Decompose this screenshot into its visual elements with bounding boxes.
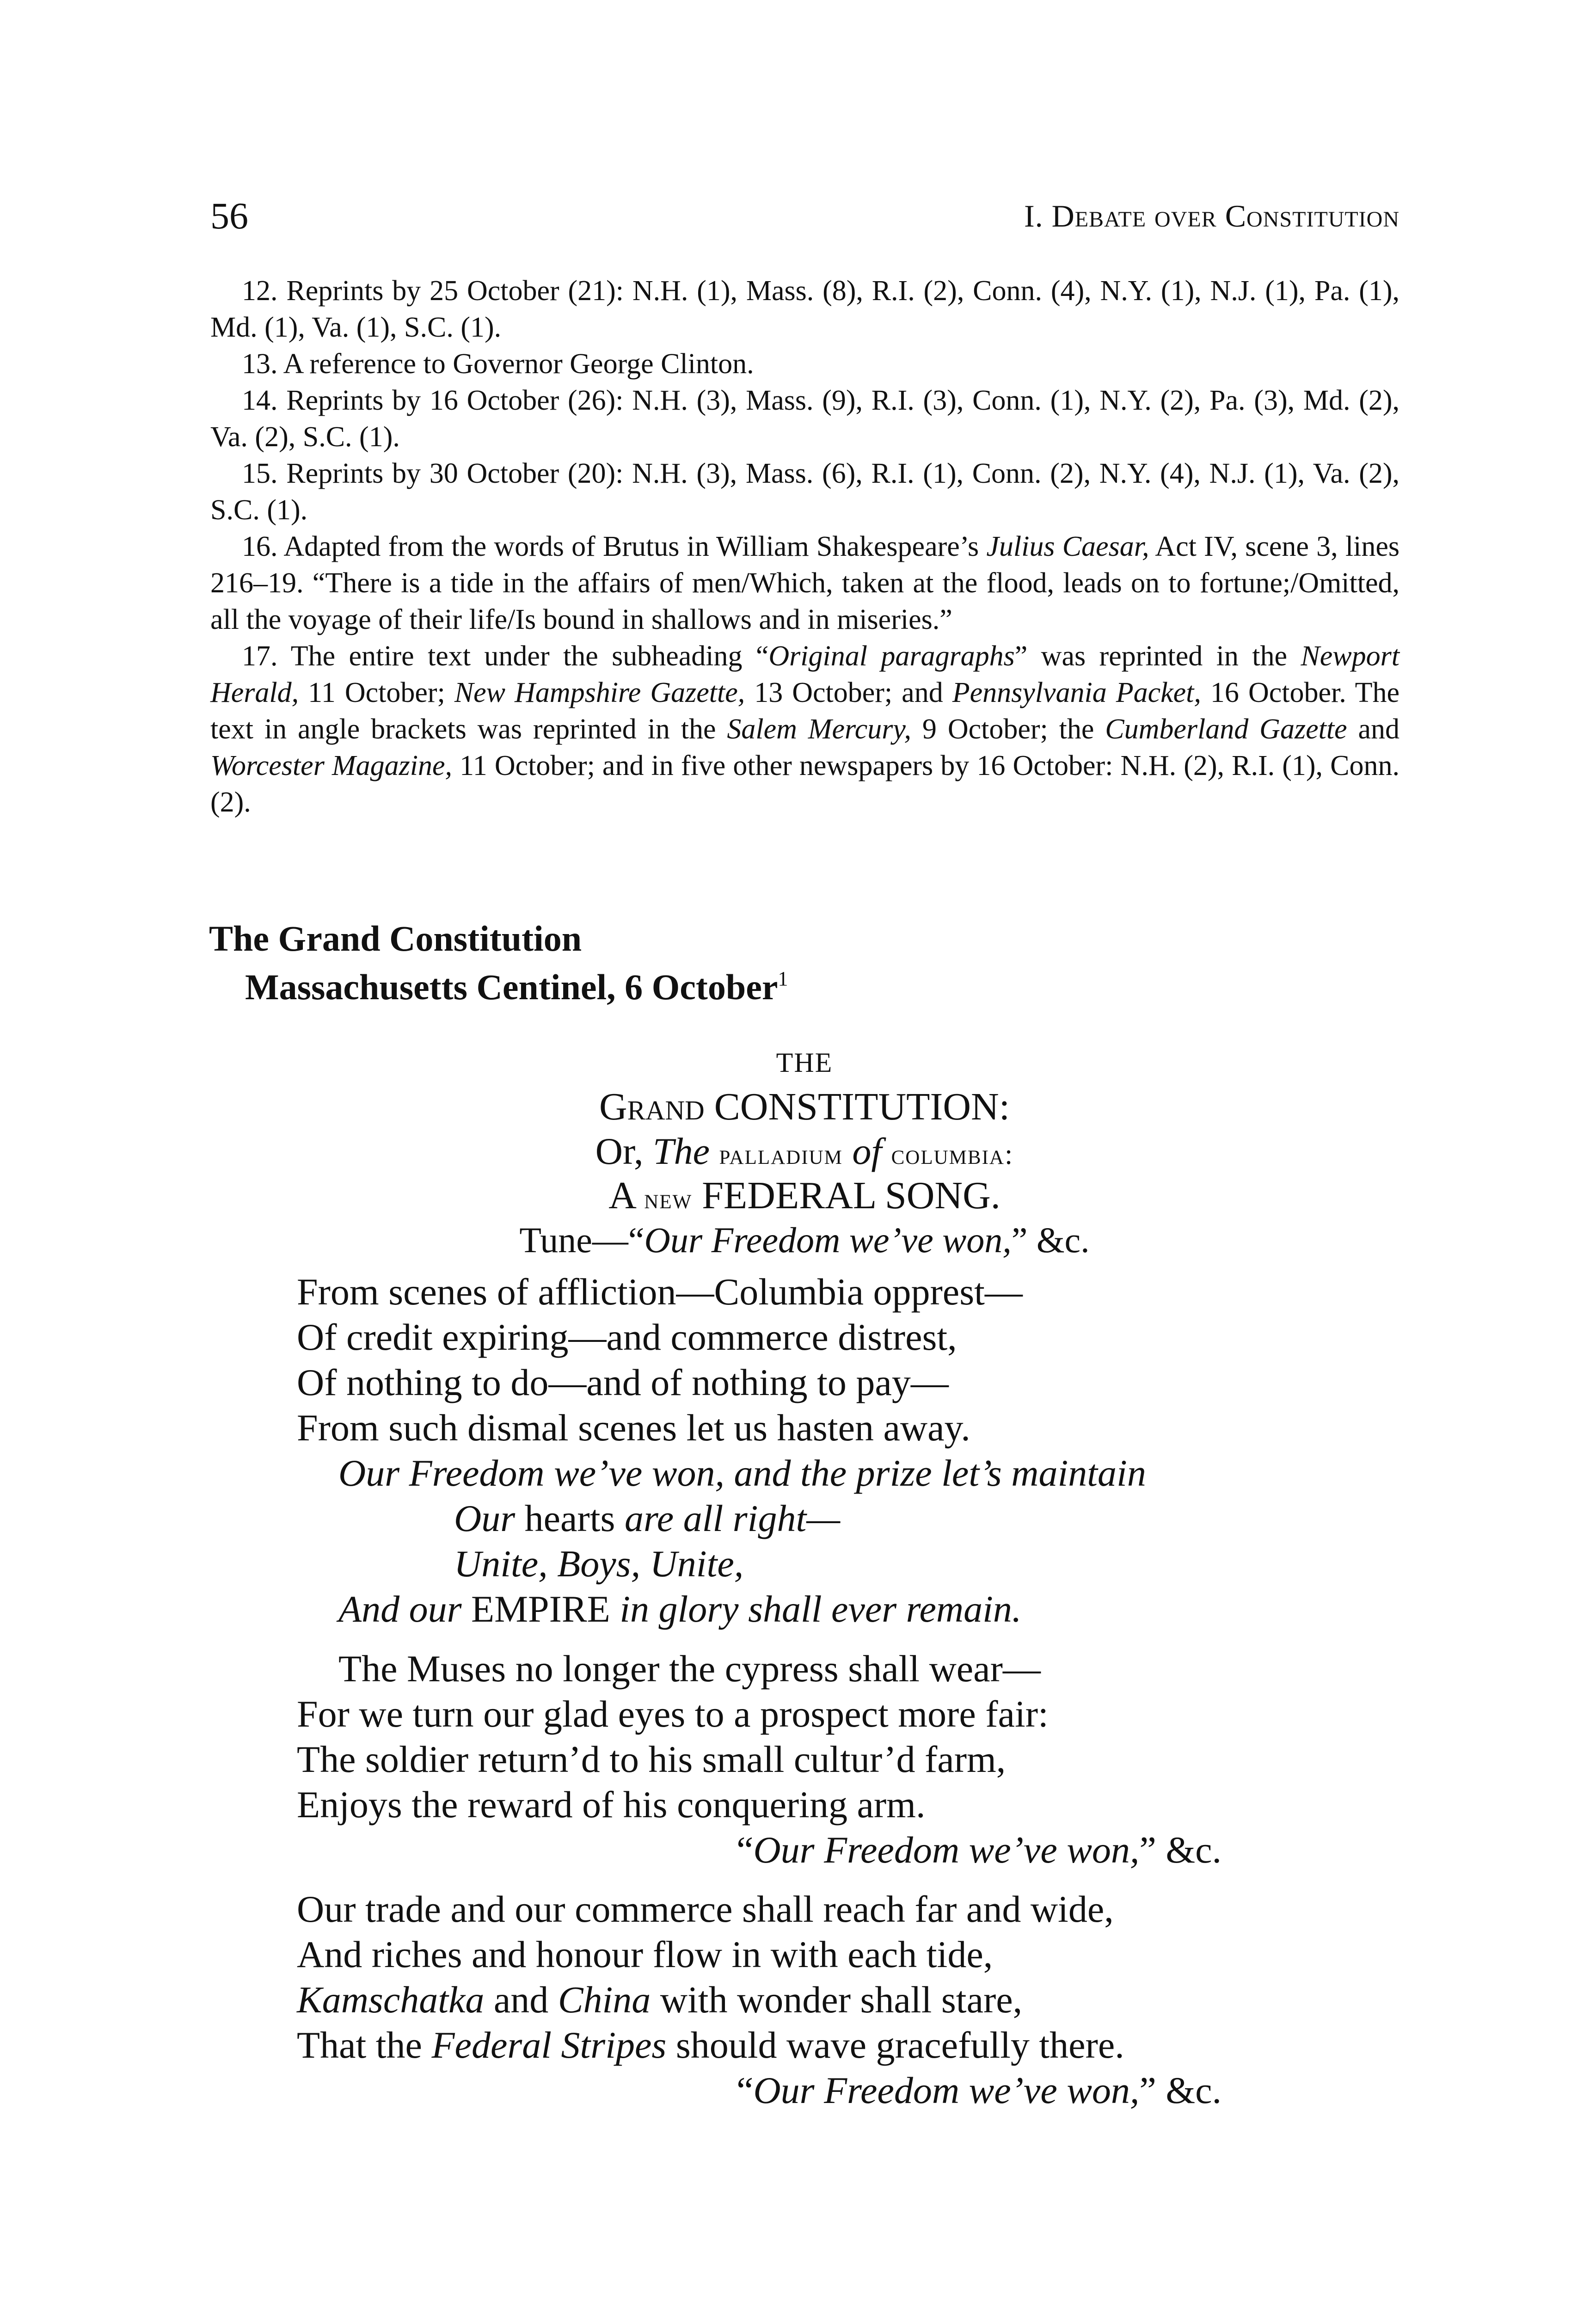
title-grand-constitution [296, 1085, 1313, 1129]
chorus-line-2-c: are all right— [624, 1497, 841, 1539]
note-17-m: and [1347, 713, 1400, 745]
chorus-line-4-b: EMPIRE [471, 1588, 610, 1630]
note-16-text: 16. Adapted from the words of Brutus in William Shakespeare’s [242, 531, 987, 562]
stanza-3-refrain [297, 2068, 1222, 2113]
stanza-3-refrain-close: ” &c. [1139, 2069, 1222, 2111]
note-17-n: Worcester Magazine, [210, 750, 452, 781]
note-16-work: Julius Caesar, [986, 531, 1149, 562]
stanza-2-line-2: For we turn our glad eyes to a prospect more fair: [297, 1693, 1049, 1735]
note-17-b: Original paragraphs [768, 640, 1015, 672]
stanza-3-line-3-b: and [484, 1979, 558, 2021]
note-17-i: 16 October. The text in angle brackets was reprinted in the [210, 677, 1400, 745]
title-new: new [644, 1183, 693, 1215]
title-or: Or, [595, 1130, 644, 1172]
chorus-line-3: Unite, Boys, Unite, [454, 1543, 744, 1585]
stanza-2-line-1: The Muses no longer the cypress shall wear— [338, 1648, 1041, 1690]
stanza-3-line-3-a: Kamschatka [297, 1979, 485, 2021]
title-palladium-word: palladium [719, 1139, 843, 1170]
note-13: 13. A reference to Governor George Clinton. [242, 348, 754, 380]
stanza-2-refrain-close: ” &c. [1139, 1829, 1222, 1871]
section-title: I. Debate over Constitution [1024, 198, 1400, 234]
note-17-j: Salem Mercury, [727, 713, 912, 745]
note-15: 15. Reprints by 30 October (20): N.H. (3), Mass. (6), R.I. (1), Conn. (2), N.Y. (4), N.J. (1), Va. (2), S.C. (1). [210, 458, 1400, 526]
note-16-rest: Act IV, scene 3, lines 216–19. “There is a tide in the affairs of men/Which, taken at the flood, leads on to fortune;/Omitted, all the voyage of their life/Is bound in shallows and in miseries.” [210, 531, 1400, 635]
stanza-2 [297, 1646, 1222, 1873]
note-12: 12. Reprints by 25 October (21): N.H. (1), Mass. (8), R.I. (2), Conn. (4), N.Y. (1), N.J. (1), Pa. (1), Md. (1), Va. (1), S.C. (1). [210, 275, 1400, 343]
tune-suffix: ” &c. [1011, 1220, 1090, 1260]
stanza-1 [297, 1269, 1146, 1632]
stanza-3-line-3-d: with wonder shall stare, [651, 1979, 1023, 2021]
stanza-1-line-2: Of credit expiring—and commerce distrest, [297, 1316, 957, 1358]
note-17-e: 11 October; [299, 677, 454, 708]
chorus-line-4 [297, 1586, 1146, 1632]
stanza-2-line-3: The soldier return’d to his small cultur’d farm, [297, 1738, 1006, 1780]
title-constitution: CONSTITUTION: [714, 1085, 1010, 1128]
title-the-ital: The [653, 1130, 710, 1172]
stanza-1-line-4: From such dismal scenes let us hasten away. [297, 1407, 970, 1449]
note-17-k: 9 October; the [911, 713, 1105, 745]
chorus-line-2 [297, 1496, 1146, 1541]
stanza-3-line-4-a: That the [297, 2024, 432, 2066]
stanza-2-refrain-ital: Our Freedom we’ve won, [753, 1829, 1140, 1871]
title-federal-song-text: FEDERAL SONG. [702, 1174, 1001, 1217]
title-columbia: columbia: [891, 1139, 1014, 1170]
stanza-1-line-3: Of nothing to do—and of nothing to pay— [297, 1361, 949, 1403]
running-head [210, 194, 1400, 245]
chorus-line-1: Our Freedom we’ve won, and the prize let’s maintain [338, 1452, 1146, 1494]
title-federal-song [296, 1174, 1313, 1218]
stanza-3-line-1: Our trade and our commerce shall reach far and wide, [297, 1888, 1114, 1930]
stanza-3 [297, 1887, 1222, 2113]
chorus-line-4-a: And our [338, 1588, 471, 1630]
note-17-d: Newport Herald, [210, 640, 1400, 708]
tune-prefix: Tune—“ [519, 1220, 645, 1260]
chorus-line-4-c: in glory shall ever remain. [610, 1588, 1022, 1630]
subheading-text: Massachusetts Centinel, 6 October [245, 967, 778, 1007]
chorus-line-2-a: Our [454, 1497, 516, 1539]
stanza-3-refrain-open: “ [737, 2069, 754, 2111]
stanza-3-refrain-ital: Our Freedom we’ve won, [753, 2069, 1140, 2111]
title-a: A [608, 1174, 635, 1217]
title-the: THE [776, 1047, 833, 1078]
note-17-a: 17. The entire text under the subheading “ [242, 640, 769, 672]
page-number: 56 [210, 195, 248, 237]
note-17-o: 11 October; and in five other newspapers by 16 October: N.H. (2), R.I. (1), Conn. (2). [210, 750, 1400, 818]
stanza-1-line-1: From scenes of affliction—Columbia opprest— [297, 1271, 1023, 1313]
note-14: 14. Reprints by 16 October (26): N.H. (3), Mass. (9), R.I. (3), Conn. (1), N.Y. (2), Pa. (3), Md. (2), Va. (2), S.C. (1). [210, 385, 1400, 453]
stanza-3-line-2: And riches and honour flow in with each tide, [297, 1933, 993, 1975]
note-17-c: ” was reprinted in the [1014, 640, 1301, 672]
title-palladium [296, 1129, 1313, 1174]
stanza-2-refrain-open: “ [737, 1829, 754, 1871]
section-subheading [245, 966, 788, 1008]
title-grand: Grand [599, 1085, 705, 1128]
stanza-3-line-4-c: should wave gracefully there. [666, 2024, 1124, 2066]
stanza-2-line-4: Enjoys the reward of his conquering arm. [297, 1783, 926, 1826]
note-17-h: Pennsylvania Packet, [952, 677, 1201, 708]
note-17 [210, 638, 1400, 821]
stanza-3-line-3 [297, 1977, 1222, 2023]
chorus-line-2-b: hearts [515, 1497, 625, 1539]
endnotes [210, 273, 1400, 821]
note-17-f: New Hampshire Gazette, [454, 677, 745, 708]
stanza-3-line-3-c: China [558, 1979, 651, 2021]
song-title-block [296, 1040, 1313, 1262]
stanza-2-refrain [297, 1827, 1222, 1873]
stanza-3-line-4 [297, 2023, 1222, 2068]
footnote-ref: 1 [778, 967, 788, 990]
note-16 [210, 529, 1400, 638]
section-heading: The Grand Constitution [209, 918, 582, 959]
tune-name: Our Freedom we’ve won, [644, 1220, 1012, 1260]
stanza-3-line-4-b: Federal Stripes [431, 2024, 667, 2066]
title-of: of [852, 1130, 882, 1172]
note-17-g: 13 October; and [745, 677, 952, 708]
title-tune [296, 1218, 1313, 1262]
note-17-l: Cumberland Gazette [1105, 713, 1347, 745]
